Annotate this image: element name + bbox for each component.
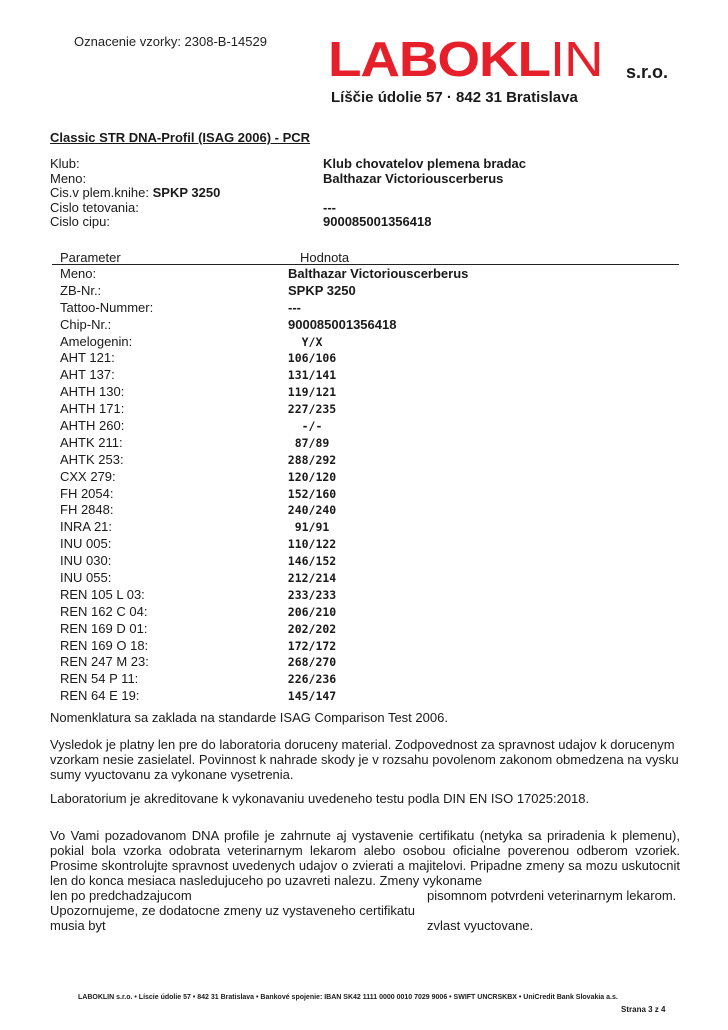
parameter-cell: REN 169 O 18: bbox=[60, 637, 149, 653]
parameter-cell: INU 055: bbox=[60, 570, 112, 586]
certificate-line-3-right: zvlast vyuctovane. bbox=[427, 918, 534, 933]
value-cell: 172/172 bbox=[287, 638, 337, 653]
parameter-cell: AHTH 130: bbox=[60, 384, 125, 400]
parameter-cell: REN 169 D 01: bbox=[60, 620, 148, 636]
value-cell: 119/121 bbox=[287, 385, 337, 400]
parameter-cell: Chip-Nr.: bbox=[60, 316, 112, 332]
parameter-cell: AHTK 253: bbox=[60, 451, 124, 467]
value-cell: Y/X bbox=[301, 334, 323, 349]
parameter-cell: REN 247 M 23: bbox=[60, 654, 149, 670]
info-value: --- bbox=[323, 199, 336, 215]
value-cell: 202/202 bbox=[287, 621, 337, 636]
table-header bbox=[60, 250, 678, 264]
value-cell: 206/210 bbox=[287, 604, 337, 619]
certificate-main-text: Vo Vami pozadovanom DNA profile je zahrnute aj vystavenie certifikatu (netyka sa priradenia k plemenu), pokial bola vzorka odobrata veterinarnym lekarom alebo osobou oficialne poverenou odberom vzoriek. Prosime skontrolujte spravnost uvedenych udajov o zvierati a majitelovi. Pripadne zmeny sa mozu uskutocnit len do konca mesiaca nasledujuceho po uzavreti nalezu. Zmeny vykoname bbox=[50, 828, 680, 888]
info-inline-value: SPKP 3250 bbox=[152, 185, 221, 200]
parameter-cell: Meno: bbox=[60, 266, 97, 281]
sample-id: Oznacenie vzorky: 2308-B-14529 bbox=[74, 34, 267, 49]
logo-word-bold: LABOKL bbox=[328, 33, 550, 87]
certificate-line-1 bbox=[50, 888, 680, 903]
value-cell: 110/122 bbox=[287, 537, 337, 552]
parameter-cell: INRA 21: bbox=[60, 519, 113, 535]
info-value: Klub chovatelov plemena bradac bbox=[323, 156, 527, 171]
parameter-cell: AHT 137: bbox=[60, 367, 115, 383]
value-cell: 288/292 bbox=[287, 452, 337, 467]
value-cell: 87/89 bbox=[294, 435, 330, 450]
parameter-cell: AHTK 211: bbox=[60, 434, 123, 450]
page-number: Strana 3 z 4 bbox=[621, 1005, 666, 1014]
parameter-cell: REN 54 P 11: bbox=[60, 671, 139, 687]
info-label: Cislo cipu: bbox=[50, 214, 110, 229]
info-label bbox=[50, 186, 220, 201]
value-cell: 212/214 bbox=[287, 571, 337, 586]
document-title: Classic STR DNA-Profil (ISAG 2006) - PCR bbox=[50, 130, 311, 145]
parameter-cell: Amelogenin: bbox=[60, 333, 133, 349]
info-label: Cislo tetovania: bbox=[50, 199, 139, 215]
logo-word-thin: IN bbox=[549, 33, 603, 87]
value-cell: 146/152 bbox=[287, 554, 337, 569]
value-cell: 240/240 bbox=[287, 503, 337, 518]
certificate-note bbox=[50, 828, 680, 933]
company-address: Líščie údolie 57 · 842 31 Bratislava bbox=[331, 89, 578, 106]
info-value: 900085001356418 bbox=[323, 214, 432, 229]
parameter-cell: AHT 121: bbox=[60, 350, 115, 366]
parameter-cell: AHTH 171: bbox=[60, 401, 125, 417]
info-label: Klub: bbox=[50, 156, 80, 171]
info-label: Meno: bbox=[50, 170, 87, 186]
parameter-cell: REN 105 L 03: bbox=[60, 586, 145, 602]
parameter-cell: ZB-Nr.: bbox=[60, 282, 102, 298]
column-header-value: Hodnota bbox=[300, 250, 350, 265]
laboklin-logo bbox=[328, 33, 669, 106]
info-label-text: Cis.v plem.knihe: bbox=[50, 185, 149, 200]
parameter-cell: AHTH 260: bbox=[60, 418, 125, 434]
validity-note: Vysledok je platny len pre do laboratoria doruceny material. Zodpovednost za spravnost udajov k dorucenym vzorkam nesie zasielatel. Povinnost k nahrade skody je v rozsahu povolenom zakonom obmedzena na vysku sumy vyuctovanu za vykonane vysetrenia. bbox=[50, 737, 679, 782]
value-cell: 268/270 bbox=[287, 655, 337, 670]
parameter-cell: CXX 279: bbox=[60, 468, 116, 484]
value-cell: 120/120 bbox=[287, 469, 337, 484]
certificate-line-1-right: pisomnom potvrdeni veterinarnym lekarom. bbox=[427, 888, 677, 903]
parameter-cell: INU 030: bbox=[60, 553, 112, 569]
parameter-cell: REN 64 E 19: bbox=[60, 688, 140, 704]
value-cell: 145/147 bbox=[287, 689, 337, 704]
parameter-cell: Tattoo-Nummer: bbox=[60, 299, 154, 315]
certificate-line-2 bbox=[50, 903, 680, 918]
value-cell: 91/91 bbox=[294, 520, 330, 535]
footer-bank-line: LABOKLIN s.r.o. • Líscie údolie 57 • 842 31 Bratislava • Bankové spojenie: IBAN SK42 1111 0000 0010 7029 9006 • SWIFT UNCRSKBX • UniCredit Bank Slovakia a.s. bbox=[78, 994, 618, 1001]
info-value: Balthazar Victoriouscerberus bbox=[323, 170, 504, 186]
value-cell: 226/236 bbox=[287, 672, 337, 687]
certificate-line-2-text: Upozornujeme, ze dodatocne zmeny uz vystaveneho certifikatu bbox=[50, 903, 415, 918]
value-cell: 106/106 bbox=[287, 351, 337, 366]
value-cell: Balthazar Victoriouscerberus bbox=[288, 266, 469, 281]
table-divider bbox=[52, 264, 679, 265]
certificate-line-3-left: musia byt bbox=[50, 918, 106, 933]
logo-wordmark bbox=[328, 33, 603, 87]
value-cell: 152/160 bbox=[287, 486, 337, 501]
logo-suffix: s.r.o. bbox=[626, 62, 669, 82]
parameter-cell: REN 162 C 04: bbox=[60, 603, 148, 619]
value-cell: -/- bbox=[301, 419, 323, 434]
value-cell: 900085001356418 bbox=[288, 316, 397, 332]
parameter-cell: FH 2054: bbox=[60, 485, 114, 501]
value-cell: 233/233 bbox=[287, 587, 337, 602]
value-cell: --- bbox=[288, 299, 301, 315]
value-cell: 227/235 bbox=[287, 402, 337, 417]
certificate-line-1-left: len po predchadzajucom bbox=[50, 888, 192, 903]
nomenclature-note: Nomenklatura sa zaklada na standarde ISAG Comparison Test 2006. bbox=[50, 710, 448, 725]
certificate-line-3 bbox=[50, 918, 680, 933]
column-header-parameter: Parameter bbox=[60, 250, 121, 265]
parameter-cell: INU 005: bbox=[60, 536, 112, 552]
value-cell: SPKP 3250 bbox=[288, 282, 356, 298]
parameter-cell: FH 2848: bbox=[60, 502, 114, 518]
value-cell: 131/141 bbox=[287, 368, 337, 383]
accreditation-note: Laboratorium je akreditovane k vykonavaniu uvedeneho testu podla DIN EN ISO 17025:2018. bbox=[50, 791, 590, 806]
